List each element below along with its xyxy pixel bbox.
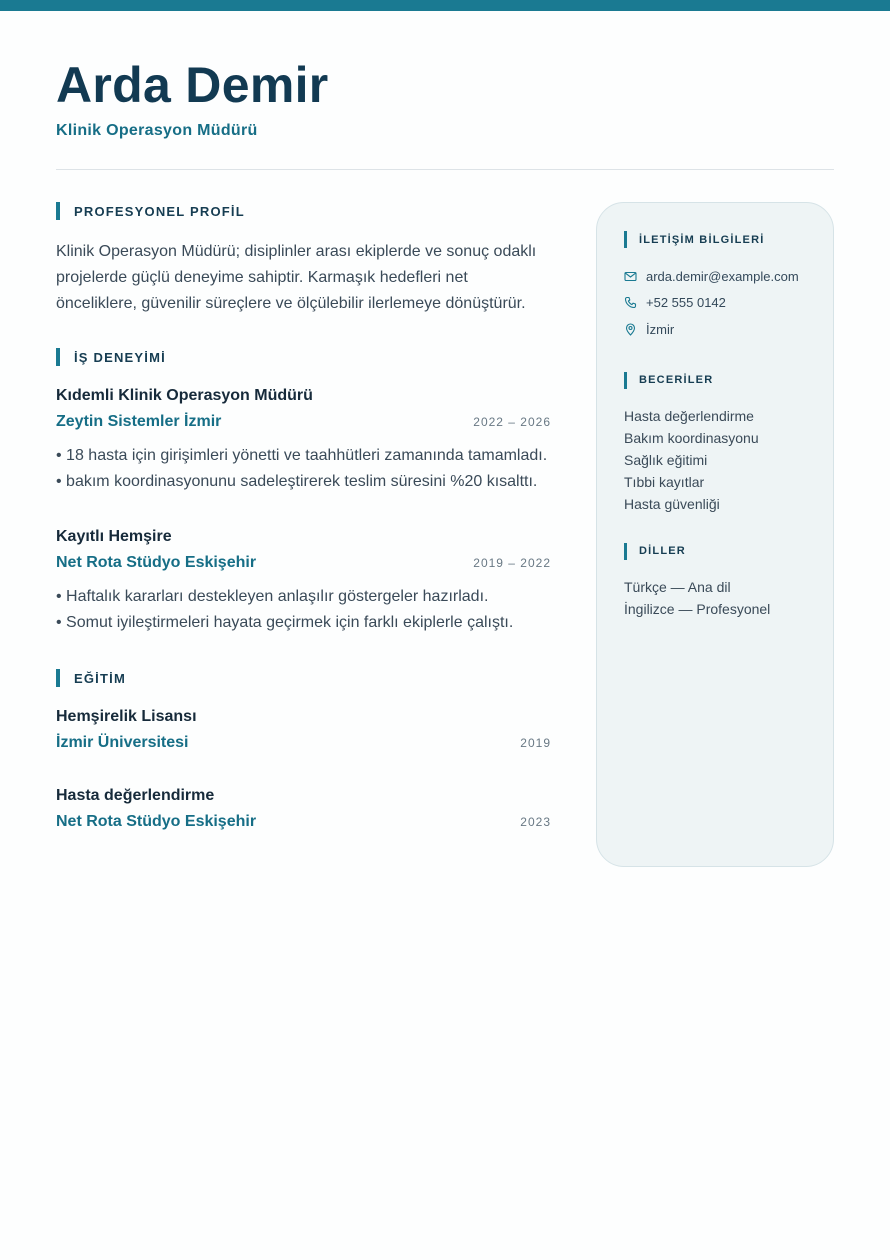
job-bullet: • Haftalık kararları destekleyen anlaşılır göstergeler hazırladı. [56, 588, 489, 605]
language-item: İngilizce — Profesyonel [624, 600, 771, 617]
section-marker [56, 348, 60, 366]
candidate-role: Klinik Operasyon Müdürü [56, 122, 258, 139]
job-title: Kıdemli Klinik Operasyon Müdürü [56, 387, 313, 404]
section-title [56, 669, 551, 687]
profile-text: Klinik Operasyon Müdürü; disiplinler arası ekiplerde ve sonuç odaklı projelerde güçlü deneyime sahiptir. Karmaşık hedefleri net önceliklere, güvenilir süreçlere ve ölçülebilir ilerlemeye dönüştürür. [56, 243, 537, 312]
language-item: Türkçe — Ana dil [624, 578, 731, 595]
sidebar-section-title [624, 543, 807, 560]
phone-icon [624, 296, 637, 309]
education-title: EĞİTİM [74, 670, 126, 686]
main-column [56, 202, 551, 831]
section-title [56, 348, 551, 366]
contact-phone-text: +52 555 0142 [646, 295, 726, 311]
job-bullet: • bakım koordinasyonunu sadeleştirerek teslim süresini %20 kısalttı. [56, 473, 538, 490]
education-school: Net Rota Stüdyo Eskişehir [56, 813, 257, 830]
sidebar-section-title [624, 231, 807, 248]
contact-location-text: İzmir [646, 321, 675, 337]
job-dates: 2019 – 2022 [473, 556, 551, 570]
section-marker [624, 231, 627, 248]
job-bullets [56, 443, 551, 495]
contact-phone[interactable] [624, 290, 807, 317]
education-year: 2023 [520, 815, 551, 829]
job-company: Net Rota Stüdyo Eskişehir [56, 554, 257, 571]
education-degree: Hasta değerlendirme [56, 787, 215, 804]
contact-title: İLETİŞİM BİLGİLERİ [639, 233, 765, 246]
sidebar-section-title [624, 372, 807, 389]
location-pin-icon [624, 323, 637, 336]
skill-item: Tıbbi kayıtlar [624, 473, 705, 490]
profile-title: PROFESYONEL PROFİL [74, 203, 245, 219]
contact-list [624, 263, 807, 343]
job-entry [56, 527, 551, 636]
job-title: Kayıtlı Hemşire [56, 528, 172, 545]
skills-list [624, 405, 807, 515]
job-bullets [56, 584, 551, 636]
sidebar [596, 202, 834, 867]
mail-icon [624, 270, 637, 283]
contact-email-text: arda.demir@example.com [646, 268, 799, 284]
languages-list [624, 576, 807, 620]
top-accent-bar [0, 0, 890, 11]
skill-item: Hasta değerlendirme [624, 407, 754, 424]
skill-item: Bakım koordinasyonu [624, 429, 759, 446]
languages-title: DİLLER [639, 545, 686, 557]
contact-email[interactable] [624, 263, 807, 290]
job-bullet: • 18 hasta için girişimleri yönetti ve taahhütleri zamanında tamamladı. [56, 447, 548, 464]
profile-section [56, 202, 551, 317]
section-marker [56, 669, 60, 687]
education-school: İzmir Üniversitesi [56, 734, 189, 751]
job-entry [56, 386, 551, 495]
education-section [56, 669, 551, 831]
contact-location [624, 316, 807, 343]
skill-item: Sağlık eğitimi [624, 451, 708, 468]
section-marker [624, 372, 627, 389]
section-marker [56, 202, 60, 220]
resume-header [56, 58, 834, 140]
skills-title: BECERİLER [639, 374, 714, 386]
job-dates: 2022 – 2026 [473, 415, 551, 429]
education-entry [56, 786, 551, 831]
skill-item: Hasta güvenliği [624, 495, 720, 512]
section-marker [624, 543, 627, 560]
experience-title: İŞ DENEYİMİ [74, 349, 166, 365]
candidate-name: Arda Demir [56, 57, 329, 113]
header-divider [56, 169, 834, 170]
experience-section [56, 348, 551, 636]
education-year: 2019 [520, 736, 551, 750]
job-bullet: • Somut iyileştirmeleri hayata geçirmek için farklı ekiplerle çalıştı. [56, 614, 514, 631]
job-company: Zeytin Sistemler İzmir [56, 413, 222, 430]
section-title [56, 202, 551, 220]
education-entry [56, 707, 551, 752]
education-degree: Hemşirelik Lisansı [56, 708, 197, 725]
